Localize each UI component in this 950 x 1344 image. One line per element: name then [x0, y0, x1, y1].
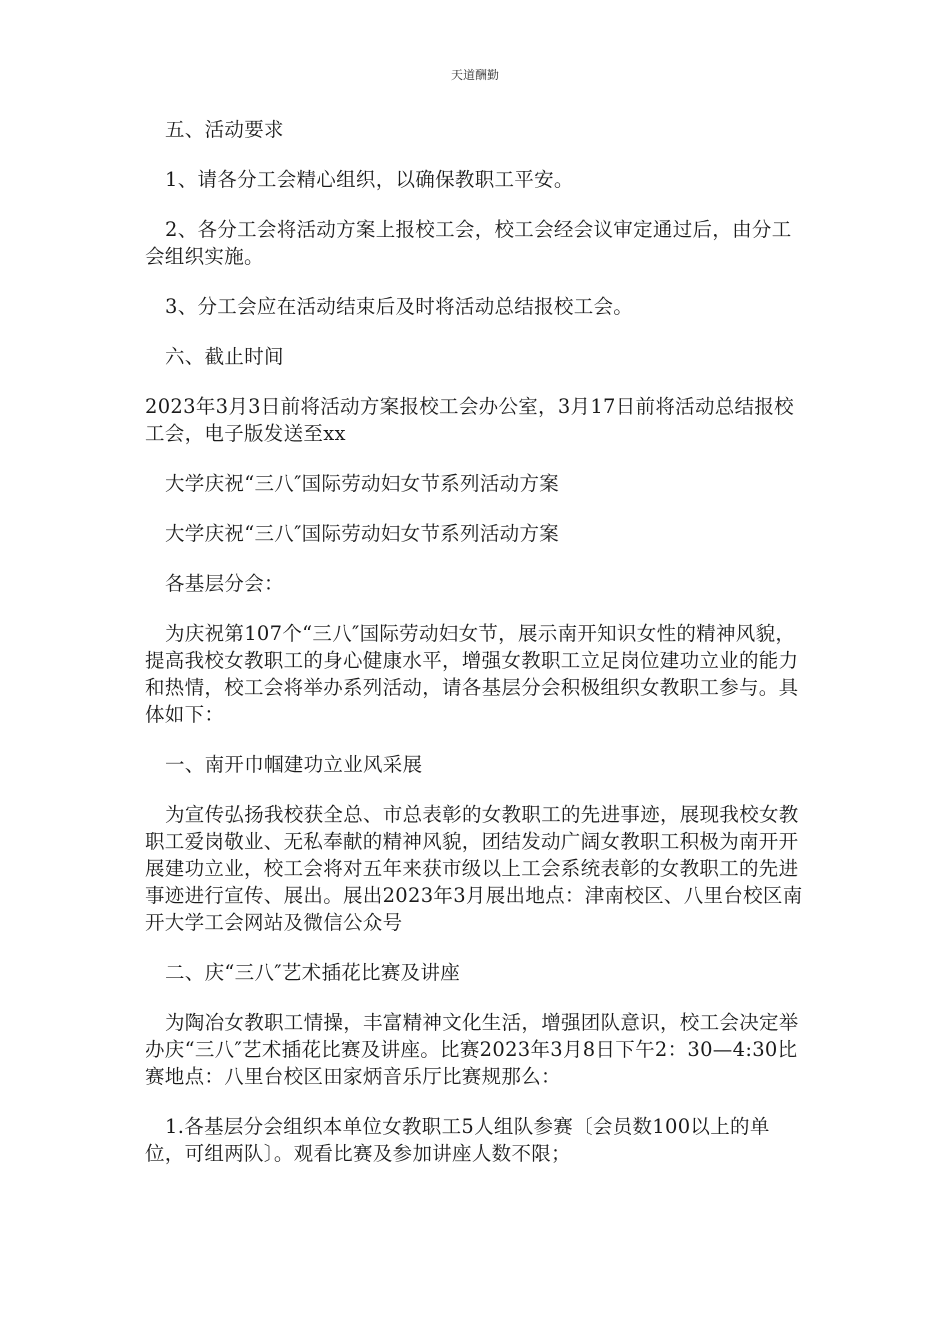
document-title: 大学庆祝“三八″国际劳动妇女节系列活动方案 [165, 472, 560, 495]
exhibition-paragraph: 为宣传弘扬我校获全总、市总表彰的女教职工的先进事迹，展现我校女教职工爱岗敬业、无私奉献的精神风貌，团结发动广阔女教职工积极为南开开展建功立业，校工会将对五年来获市级以上工会系统表彰的女教职工的先进事迹进行宣传、展出。展出2023年3月展出地点：津南校区、八里台校区南开大学工会网站及微信公众号 [145, 803, 803, 934]
page-header: 天道酬勤 [450, 68, 499, 82]
requirement-item-2: 2、各分工会将活动方案上报校工会，校工会经会议审定通过后，由分工会组织实施。 [145, 218, 792, 268]
section-heading-deadline: 六、截止时间 [165, 345, 284, 368]
section-heading-requirements: 五、活动要求 [165, 118, 284, 141]
deadline-text: 2023年3月3日前将活动方案报校工会办公室，3月17日前将活动总结报校工会，电子版发送至xx [145, 395, 794, 445]
salutation: 各基层分会： [165, 572, 284, 595]
document-title-repeat: 大学庆祝“三八″国际劳动妇女节系列活动方案 [165, 522, 560, 545]
requirement-item-3: 3、分工会应在活动结束后及时将活动总结报校工会。 [165, 295, 634, 318]
requirement-item-1: 1、请各分工会精心组织，以确保教职工平安。 [165, 168, 574, 191]
section-heading-flower-contest: 二、庆“三八″艺术插花比赛及讲座 [165, 961, 461, 984]
contest-rule-1: 1.各基层分会组织本单位女教职工5人组队参赛〔会员数100以上的单位，可组两队〕。观看比赛及参加讲座人数不限； [145, 1115, 770, 1165]
flower-contest-paragraph: 为陶冶女教职工情操，丰富精神文化生活，增强团队意识，校工会决定举办庆“三八″艺术插花比赛及讲座。比赛2023年3月8日下午2：30—4:30比赛地点：八里台校区田家炳音乐厅比赛规那么： [145, 1011, 799, 1088]
document-body [145, 116, 805, 1190]
section-heading-exhibition: 一、南开巾帼建功立业风采展 [165, 753, 423, 776]
intro-paragraph: 为庆祝第107个“三八″国际劳动妇女节，展示南开知识女性的精神风貌，提高我校女教职工的身心健康水平，增强女教职工立足岗位建功立业的能力和热情，校工会将举办系列活动，请各基层分会积极组织女教职工参与。具体如下： [145, 622, 799, 726]
